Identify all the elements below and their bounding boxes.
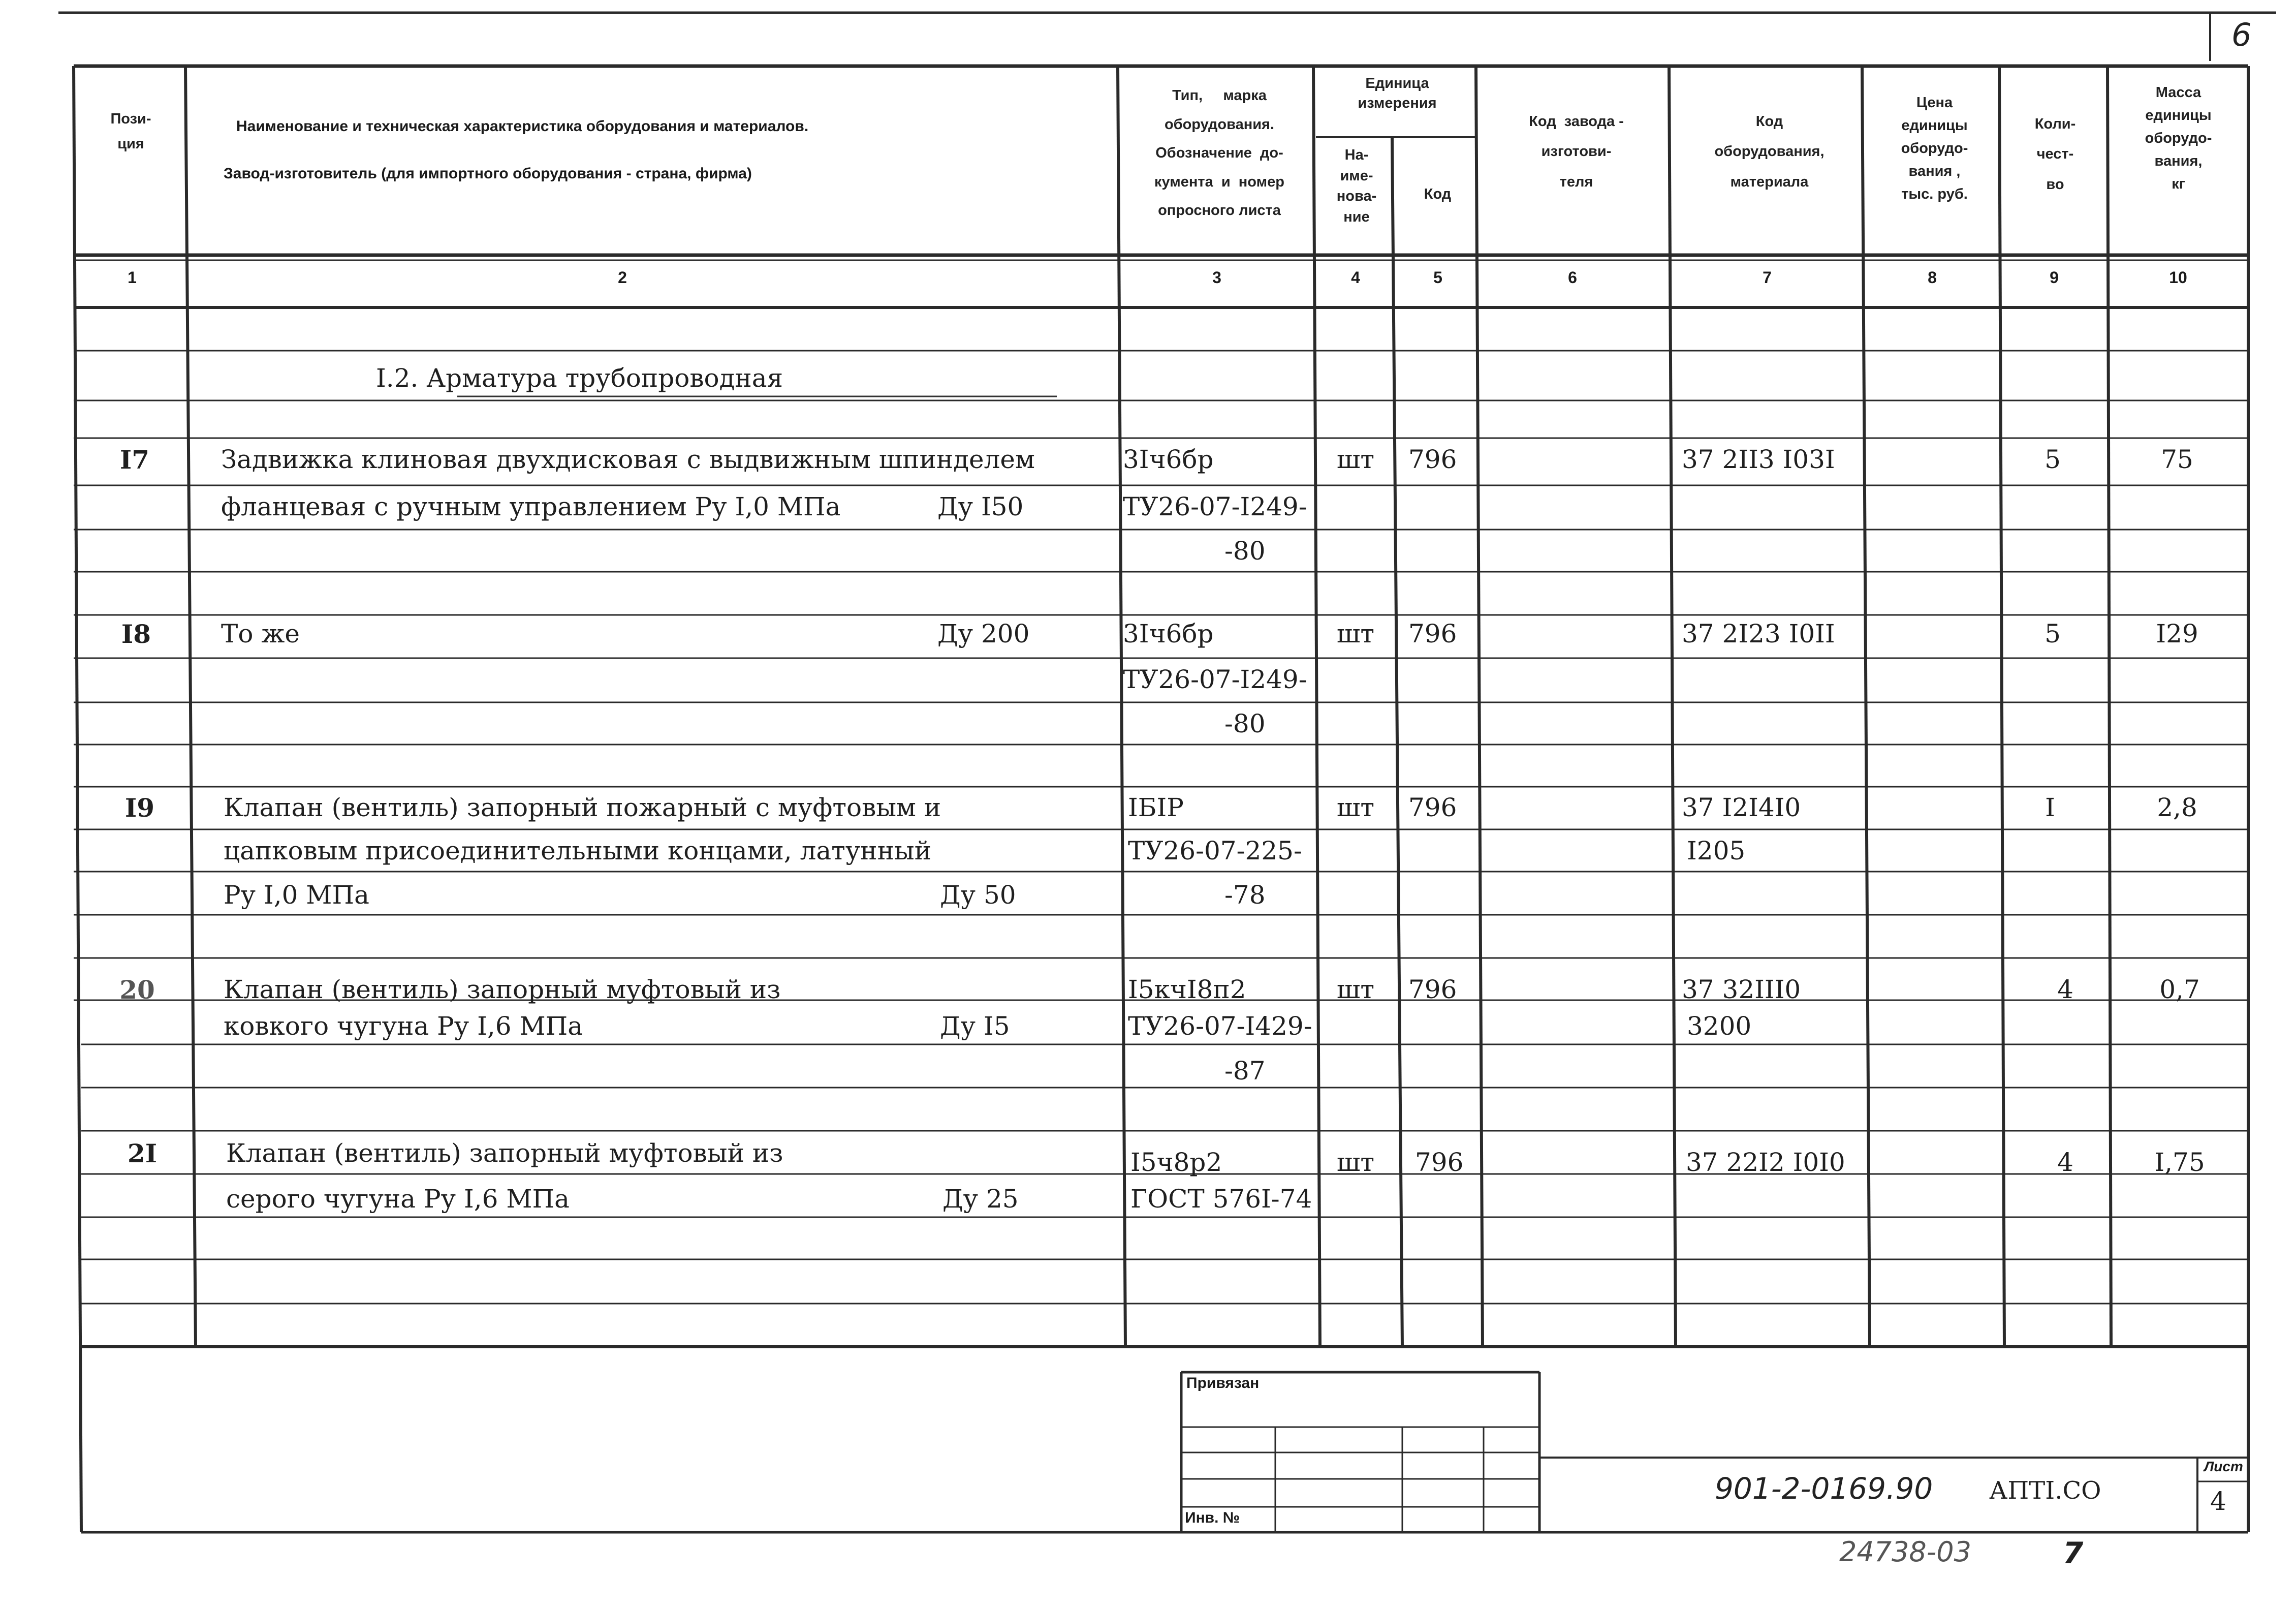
item-type: -80 — [1224, 536, 1266, 566]
item-type: ТУ26-07-I429- — [1128, 1011, 1312, 1041]
item-nominal-diameter: Ду 25 — [942, 1184, 1019, 1214]
column-number: 2 — [618, 268, 627, 287]
item-nominal-diameter: Ду 50 — [940, 880, 1016, 910]
attached-label: Привязан — [1186, 1375, 1260, 1391]
item-unit-code: 796 — [1408, 793, 1457, 822]
section-title: I.2. Арматура трубопроводная — [376, 363, 783, 393]
item-type: I5ч8р2 — [1130, 1148, 1222, 1177]
column-number: 4 — [1351, 268, 1360, 287]
item-mass: I,75 — [2154, 1148, 2205, 1177]
header-unit-name: На- име- нова- ние — [1336, 147, 1377, 225]
item-quantity: 5 — [2045, 619, 2061, 648]
table-row-position: 2I — [127, 1138, 158, 1168]
item-mass: 2,8 — [2157, 793, 2197, 822]
sheet-number: 4 — [2210, 1487, 2226, 1516]
table-row-position: I9 — [124, 793, 155, 823]
header-position: Пози- ция — [110, 111, 151, 152]
item-type: ТУ26-07-I249- — [1123, 665, 1307, 694]
item-mass: 75 — [2161, 445, 2193, 474]
archive-number: 24738-03 — [1839, 1536, 1971, 1568]
header-price: Цена единицы оборудо- вания , тыс. руб. — [1901, 95, 1968, 202]
header-type: Тип, марка оборудования. Обозначение до- кумента и номер опросного листа — [1154, 87, 1284, 219]
item-mass: I29 — [2156, 619, 2198, 648]
item-equipment-code: 37 32III0 — [1682, 975, 1801, 1004]
column-number: 3 — [1212, 268, 1221, 287]
item-name-line: ковкого чугуна Ру I,6 МПа — [224, 1011, 583, 1041]
header-name-line1: Наименование и техническая характеристика оборудования и материалов. — [236, 118, 809, 135]
item-type: -87 — [1224, 1056, 1266, 1086]
header-unit-group: Единица измерения — [1358, 75, 1437, 112]
item-unit-code: 796 — [1408, 619, 1457, 648]
document-number: 901-2-0169.90 — [1715, 1471, 1933, 1506]
item-equipment-code: 37 2II3 I03I — [1682, 445, 1835, 474]
column-number: 10 — [2169, 268, 2187, 287]
item-quantity: 5 — [2045, 445, 2061, 474]
item-type: 3Iч6бр — [1123, 445, 1214, 474]
item-unit-code: 796 — [1408, 975, 1457, 1004]
item-type: ГОСТ 576I-74 — [1130, 1184, 1312, 1214]
document-code: АПТI.СО — [1989, 1476, 2101, 1505]
column-number: 6 — [1568, 268, 1577, 287]
item-equipment-code: I205 — [1687, 836, 1746, 865]
item-unit: шт — [1336, 793, 1375, 822]
column-number: 9 — [2050, 268, 2059, 287]
item-unit: шт — [1336, 445, 1375, 474]
item-quantity: I — [2045, 793, 2055, 822]
page-number-top: 6 — [2231, 16, 2252, 53]
item-name-line: Клапан (вентиль) запорный муфтовый из — [226, 1138, 783, 1168]
item-nominal-diameter: Ду I50 — [937, 492, 1024, 521]
item-equipment-code: 37 22I2 I0I0 — [1686, 1148, 1845, 1177]
item-type: -80 — [1224, 709, 1266, 738]
archive-sheet: 7 — [2063, 1536, 2084, 1570]
header-unit-code: Код — [1424, 186, 1452, 202]
item-type: ТУ26-07-I249- — [1123, 492, 1307, 521]
sheet-label: Лист — [2204, 1459, 2243, 1474]
item-type: ТУ26-07-225- — [1128, 836, 1302, 865]
item-name-line: Клапан (вентиль) запорный муфтовый из — [224, 975, 781, 1004]
item-nominal-diameter: Ду I5 — [940, 1011, 1010, 1041]
header-mass: Масса единицы оборудо- вания, кг — [2145, 84, 2212, 192]
item-name-line: Клапан (вентиль) запорный пожарный с муфтовым и — [224, 793, 941, 822]
item-name-line: фланцевая с ручным управлением Ру I,0 МПа — [221, 492, 841, 521]
header-equipment-code: Код оборудования, материала — [1714, 113, 1825, 190]
item-name-line: серого чугуна Ру I,6 МПа — [226, 1184, 570, 1214]
item-type: 3Iч6бр — [1123, 619, 1214, 648]
item-unit: шт — [1336, 619, 1375, 648]
item-name-line: Задвижка клиновая двухдисковая с выдвижным шпинделем — [221, 445, 1035, 474]
item-unit-code: 796 — [1408, 445, 1457, 474]
column-number: 8 — [1928, 268, 1937, 287]
item-name-line: То же — [221, 619, 300, 648]
item-quantity: 4 — [2057, 975, 2073, 1004]
item-mass: 0,7 — [2159, 975, 2200, 1004]
item-type: -78 — [1224, 880, 1266, 910]
header-name-line2: Завод-изготовитель (для импортного оборудования - страна, фирма) — [224, 165, 752, 182]
table-row-position: I8 — [121, 619, 151, 649]
item-type: I5кчI8п2 — [1128, 975, 1246, 1004]
item-nominal-diameter: Ду 200 — [937, 619, 1030, 648]
item-type: IБIР — [1128, 793, 1184, 822]
header-plant-code: Код завода - изготови- теля — [1529, 113, 1624, 190]
inventory-number-label: Инв. № — [1185, 1509, 1240, 1526]
item-unit-code: 796 — [1415, 1148, 1464, 1177]
table-row-position: 20 — [119, 975, 155, 1005]
item-unit: шт — [1336, 975, 1375, 1004]
item-name-line: Ру I,0 МПа — [224, 880, 369, 910]
table-row-position: I7 — [119, 445, 150, 475]
item-equipment-code: 37 I2I4I0 — [1682, 793, 1801, 822]
item-unit: шт — [1336, 1148, 1375, 1177]
section-title-underline — [457, 394, 1067, 399]
item-quantity: 4 — [2057, 1148, 2073, 1177]
column-number: 7 — [1763, 268, 1772, 287]
item-equipment-code: 3200 — [1687, 1011, 1752, 1041]
column-number: 5 — [1433, 268, 1442, 287]
header-quantity: Коли- чест- во — [2034, 116, 2076, 193]
item-name-line: цапковым присоединительными концами, латунный — [224, 836, 932, 865]
item-equipment-code: 37 2I23 I0II — [1682, 619, 1835, 648]
column-number: 1 — [128, 268, 137, 287]
